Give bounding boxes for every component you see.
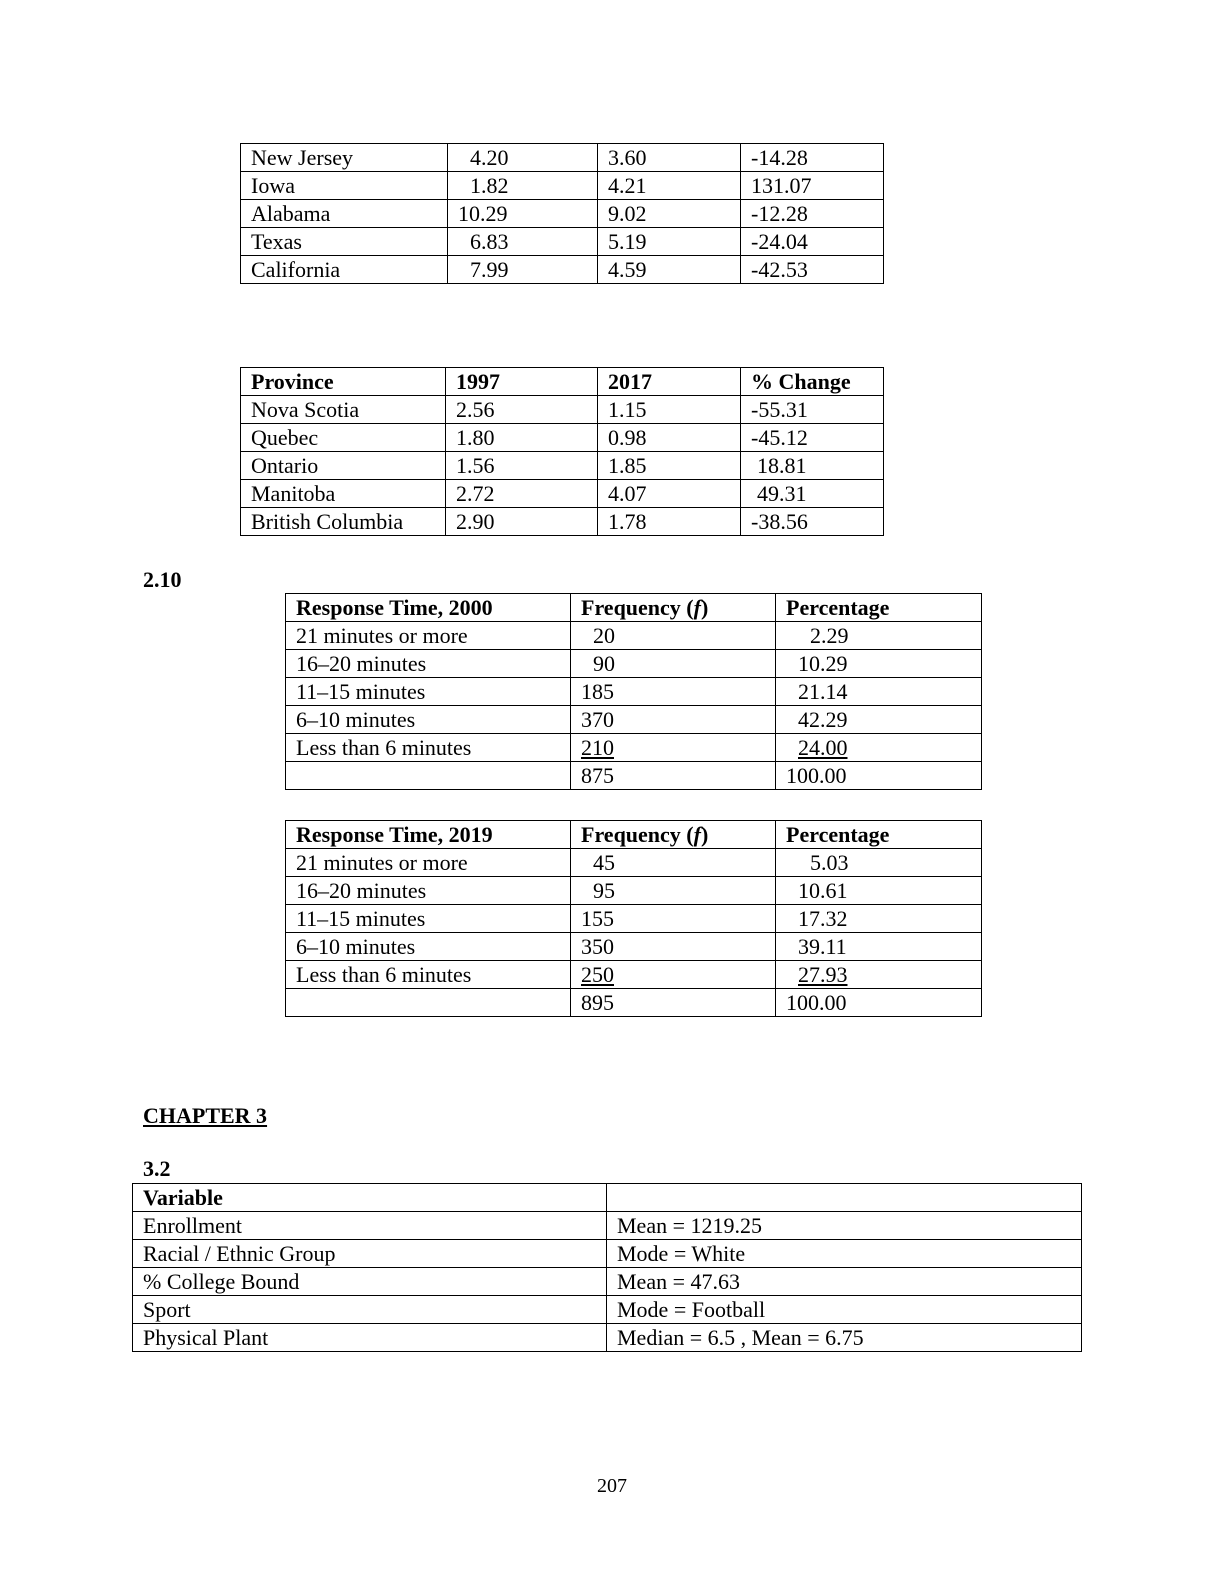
total-label-empty xyxy=(286,762,571,790)
table-row xyxy=(286,706,982,734)
province-name: Nova Scotia xyxy=(241,396,446,424)
table-header-row xyxy=(286,594,982,622)
percentage-value: 27.93 xyxy=(798,962,848,987)
table-row xyxy=(241,172,884,200)
col-header-2017: 2017 xyxy=(598,368,741,396)
percentage xyxy=(776,961,982,989)
table-row xyxy=(241,200,884,228)
frequency-close: ) xyxy=(700,595,709,620)
table-header-row xyxy=(133,1184,1082,1212)
frequency-symbol: f xyxy=(693,822,701,847)
col-header-variable: Variable xyxy=(133,1184,607,1212)
frequency: 90 xyxy=(571,650,776,678)
response-time: 11–15 minutes xyxy=(286,905,571,933)
col-header-response-time: Response Time, 2000 xyxy=(286,594,571,622)
frequency: 45 xyxy=(571,849,776,877)
col-header-pct-change: % Change xyxy=(741,368,884,396)
table-response-2000 xyxy=(285,593,982,790)
response-time: 21 minutes or more xyxy=(286,849,571,877)
pct-change: -12.28 xyxy=(741,200,884,228)
table-states xyxy=(240,143,884,284)
value-1: 7.99 xyxy=(448,256,598,284)
table-row xyxy=(241,396,884,424)
table-header-row xyxy=(286,821,982,849)
value-1: 6.83 xyxy=(448,228,598,256)
frequency-close: ) xyxy=(700,822,709,847)
percentage: 10.61 xyxy=(776,877,982,905)
section-number-3-2: 3.2 xyxy=(143,1156,171,1181)
table-total-row xyxy=(286,989,982,1017)
table-row xyxy=(133,1296,1082,1324)
table-row xyxy=(241,256,884,284)
table-header-row xyxy=(241,368,884,396)
response-time: 21 minutes or more xyxy=(286,622,571,650)
pct-change: 131.07 xyxy=(741,172,884,200)
value-1: 4.20 xyxy=(448,144,598,172)
response-time: 6–10 minutes xyxy=(286,933,571,961)
table-row xyxy=(133,1240,1082,1268)
frequency-label: Frequency ( xyxy=(581,822,694,847)
table-row xyxy=(286,734,982,762)
col-header-frequency xyxy=(571,594,776,622)
frequency: 155 xyxy=(571,905,776,933)
variable-name: Sport xyxy=(133,1296,607,1324)
province-name: Manitoba xyxy=(241,480,446,508)
value-1997: 2.56 xyxy=(446,396,598,424)
variable-name: Racial / Ethnic Group xyxy=(133,1240,607,1268)
state-name: Iowa xyxy=(241,172,448,200)
frequency xyxy=(571,734,776,762)
state-name: Texas xyxy=(241,228,448,256)
variable-statistic: Mode = Football xyxy=(607,1296,1082,1324)
section-number-2-10: 2.10 xyxy=(143,567,182,592)
table-row xyxy=(241,452,884,480)
table-row xyxy=(286,961,982,989)
percentage: 39.11 xyxy=(776,933,982,961)
value-1: 10.29 xyxy=(448,200,598,228)
value-2: 4.21 xyxy=(598,172,741,200)
table-row xyxy=(286,622,982,650)
percentage: 21.14 xyxy=(776,678,982,706)
table-variables xyxy=(132,1183,1082,1352)
response-time: Less than 6 minutes xyxy=(286,961,571,989)
response-time: 6–10 minutes xyxy=(286,706,571,734)
pct-change: -42.53 xyxy=(741,256,884,284)
province-name: Quebec xyxy=(241,424,446,452)
table-row xyxy=(286,877,982,905)
table-row xyxy=(133,1268,1082,1296)
value-1997: 2.90 xyxy=(446,508,598,536)
table-row xyxy=(241,228,884,256)
table-row xyxy=(241,480,884,508)
pct-change: -14.28 xyxy=(741,144,884,172)
col-header-frequency xyxy=(571,821,776,849)
table-row xyxy=(286,650,982,678)
value-1997: 2.72 xyxy=(446,480,598,508)
table-row xyxy=(286,678,982,706)
frequency-value: 250 xyxy=(581,962,614,987)
variable-statistic: Mode = White xyxy=(607,1240,1082,1268)
table-row xyxy=(241,508,884,536)
value-1997: 1.80 xyxy=(446,424,598,452)
state-name: Alabama xyxy=(241,200,448,228)
value-1997: 1.56 xyxy=(446,452,598,480)
table-row xyxy=(286,905,982,933)
pct-change: -24.04 xyxy=(741,228,884,256)
table-total-row xyxy=(286,762,982,790)
col-header-province: Province xyxy=(241,368,446,396)
frequency: 185 xyxy=(571,678,776,706)
percentage-value: 24.00 xyxy=(798,735,848,760)
response-time: 11–15 minutes xyxy=(286,678,571,706)
percentage: 10.29 xyxy=(776,650,982,678)
table-row xyxy=(241,424,884,452)
province-name: Ontario xyxy=(241,452,446,480)
frequency: 350 xyxy=(571,933,776,961)
table-row xyxy=(241,144,884,172)
percentage: 17.32 xyxy=(776,905,982,933)
variable-statistic: Median = 6.5 , Mean = 6.75 xyxy=(607,1324,1082,1352)
province-name: British Columbia xyxy=(241,508,446,536)
percentage: 42.29 xyxy=(776,706,982,734)
pct-change: -38.56 xyxy=(741,508,884,536)
total-label-empty xyxy=(286,989,571,1017)
variable-name: Physical Plant xyxy=(133,1324,607,1352)
variable-name: Enrollment xyxy=(133,1212,607,1240)
value-2017: 1.78 xyxy=(598,508,741,536)
total-frequency: 875 xyxy=(571,762,776,790)
page-number: 207 xyxy=(597,1475,627,1497)
variable-name: % College Bound xyxy=(133,1268,607,1296)
frequency: 370 xyxy=(571,706,776,734)
col-header-empty xyxy=(607,1184,1082,1212)
percentage xyxy=(776,734,982,762)
value-2: 4.59 xyxy=(598,256,741,284)
value-2017: 1.15 xyxy=(598,396,741,424)
pct-change: 49.31 xyxy=(741,480,884,508)
table-row xyxy=(286,849,982,877)
response-time: 16–20 minutes xyxy=(286,650,571,678)
value-2: 3.60 xyxy=(598,144,741,172)
variable-statistic: Mean = 1219.25 xyxy=(607,1212,1082,1240)
pct-change: -55.31 xyxy=(741,396,884,424)
table-provinces xyxy=(240,367,884,536)
pct-change: 18.81 xyxy=(741,452,884,480)
frequency: 95 xyxy=(571,877,776,905)
frequency-value: 210 xyxy=(581,735,614,760)
response-time: 16–20 minutes xyxy=(286,877,571,905)
table-row xyxy=(133,1324,1082,1352)
value-2017: 0.98 xyxy=(598,424,741,452)
variable-statistic: Mean = 47.63 xyxy=(607,1268,1082,1296)
col-header-percentage: Percentage xyxy=(776,821,982,849)
col-header-1997: 1997 xyxy=(446,368,598,396)
value-2017: 4.07 xyxy=(598,480,741,508)
value-1: 1.82 xyxy=(448,172,598,200)
percentage: 2.29 xyxy=(776,622,982,650)
total-percentage: 100.00 xyxy=(776,989,982,1017)
col-header-response-time: Response Time, 2019 xyxy=(286,821,571,849)
total-frequency: 895 xyxy=(571,989,776,1017)
col-header-percentage: Percentage xyxy=(776,594,982,622)
pct-change: -45.12 xyxy=(741,424,884,452)
value-2: 9.02 xyxy=(598,200,741,228)
table-row xyxy=(133,1212,1082,1240)
state-name: California xyxy=(241,256,448,284)
table-row xyxy=(286,933,982,961)
table-response-2019 xyxy=(285,820,982,1017)
chapter-heading: CHAPTER 3 xyxy=(143,1103,268,1128)
percentage: 5.03 xyxy=(776,849,982,877)
frequency xyxy=(571,961,776,989)
frequency-label: Frequency ( xyxy=(581,595,694,620)
state-name: New Jersey xyxy=(241,144,448,172)
value-2017: 1.85 xyxy=(598,452,741,480)
value-2: 5.19 xyxy=(598,228,741,256)
frequency: 20 xyxy=(571,622,776,650)
total-percentage: 100.00 xyxy=(776,762,982,790)
frequency-symbol: f xyxy=(693,595,701,620)
response-time: Less than 6 minutes xyxy=(286,734,571,762)
